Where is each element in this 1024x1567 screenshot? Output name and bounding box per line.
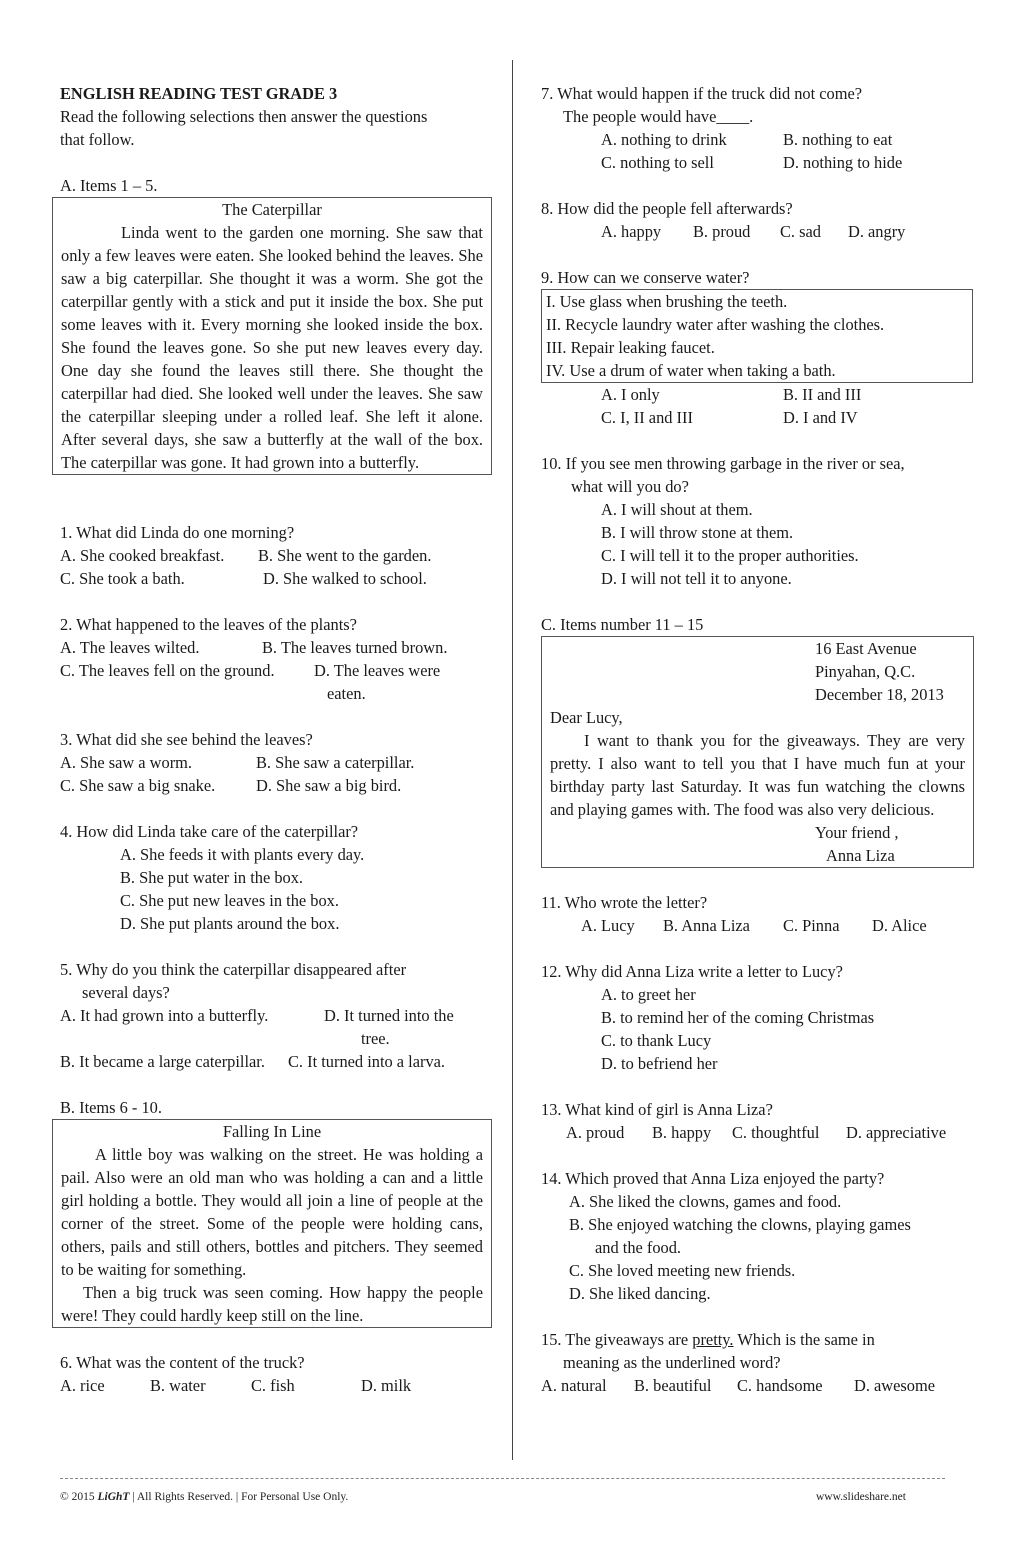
letter-closing: Your friend , <box>815 823 899 842</box>
option-d: D. angry <box>848 222 906 241</box>
option-d: D. She liked dancing. <box>569 1284 711 1303</box>
section-a-label: A. Items 1 – 5. <box>60 176 158 195</box>
question-11 <box>541 891 973 937</box>
option-c: C. sad <box>780 222 821 241</box>
letter-greeting: Dear Lucy, <box>550 708 623 727</box>
question-10 <box>541 452 973 590</box>
question-5 <box>60 958 492 1073</box>
question-8 <box>541 197 973 243</box>
letter-address-2: Pinyahan, Q.C. <box>815 662 916 681</box>
column-divider <box>512 60 513 1460</box>
option-b: B. happy <box>652 1123 712 1142</box>
story-title: The Caterpillar <box>222 200 322 219</box>
option-d: D. I will not tell it to anyone. <box>601 569 792 588</box>
question-3 <box>60 728 492 797</box>
option-a: A. Lucy <box>581 916 635 935</box>
list-item: II. Recycle laundry water after washing the clothes. <box>546 315 885 334</box>
option-a: A. She cooked breakfast. <box>60 546 225 565</box>
question-text: 5. Why do you think the caterpillar disappeared after <box>60 960 407 979</box>
footer-site-link[interactable]: www.slideshare.net <box>816 1491 906 1503</box>
option-c: C. She put new leaves in the box. <box>120 891 339 910</box>
question-6 <box>60 1351 492 1397</box>
footer-divider <box>60 1478 945 1479</box>
question-text: 3. What did she see behind the leaves? <box>60 730 313 749</box>
option-a: A. She feeds it with plants every day. <box>120 845 365 864</box>
question-4 <box>60 820 492 935</box>
letter-body: I want to thank you for the giveaways. They are very pretty. I also want to tell you that I have much fun at your birthday party last Saturday. It was fun watching the clowns and playing games with. The food was also very delicious. <box>550 731 965 819</box>
option-a: A. happy <box>601 222 662 241</box>
option-c: C. to thank Lucy <box>601 1031 712 1050</box>
question-text: 13. What kind of girl is Anna Liza? <box>541 1100 773 1119</box>
story-box-falling-in-line <box>52 1119 492 1328</box>
question-1 <box>60 521 492 590</box>
question-text-pre: 15. The giveaways are <box>541 1330 693 1349</box>
question-text: 10. If you see men throwing garbage in the river or sea, <box>541 454 905 473</box>
option-a: A. nothing to drink <box>601 130 727 149</box>
option-c: C. I will tell it to the proper authorities. <box>601 546 859 565</box>
list-item: I. Use glass when brushing the teeth. <box>546 292 788 311</box>
option-a: A. to greet her <box>601 985 696 1004</box>
option-d-continued: eaten. <box>327 684 366 703</box>
question-text: 2. What happened to the leaves of the plants? <box>60 615 357 634</box>
question-text: 12. Why did Anna Liza write a letter to Lucy? <box>541 962 843 981</box>
copyright-symbol: © 2015 <box>60 1491 98 1503</box>
list-item: III. Repair leaking faucet. <box>546 338 715 357</box>
option-a: A. She saw a worm. <box>60 753 193 772</box>
option-d: D. awesome <box>854 1376 936 1395</box>
option-a: A. She liked the clowns, games and food. <box>569 1192 842 1211</box>
option-a: A. It had grown into a butterfly. <box>60 1006 269 1025</box>
left-column <box>60 82 492 1397</box>
list-item: IV. Use a drum of water when taking a bath. <box>546 361 836 380</box>
option-c: C. The leaves fell on the ground. <box>60 661 275 680</box>
copyright-text: | All Rights Reserved. | For Personal Use Only. <box>129 1491 349 1503</box>
question-text: 1. What did Linda do one morning? <box>60 523 295 542</box>
option-c: C. She loved meeting new friends. <box>569 1261 796 1280</box>
option-d-continued: tree. <box>361 1029 390 1048</box>
question-text-continued: what will you do? <box>571 477 689 496</box>
option-d: D. It turned into the <box>324 1006 454 1025</box>
option-b: B. II and III <box>783 385 862 404</box>
question-text-continued: several days? <box>82 983 170 1002</box>
option-d: D. nothing to hide <box>783 153 903 172</box>
letter-box <box>541 636 974 868</box>
option-d: D. appreciative <box>846 1123 947 1142</box>
question-text: 14. Which proved that Anna Liza enjoyed the party? <box>541 1169 885 1188</box>
letter-date: December 18, 2013 <box>815 685 944 704</box>
option-a: A. natural <box>541 1376 607 1395</box>
option-d: D. Alice <box>872 916 927 935</box>
story-box-caterpillar <box>52 197 492 475</box>
question-9 <box>541 266 973 429</box>
right-column <box>541 82 973 1397</box>
option-d: D. milk <box>361 1376 412 1395</box>
option-b: B. proud <box>693 222 751 241</box>
story-text: Linda went to the garden one morning. She saw that only a few leaves were eaten. She looked behind the leaves. She saw a big caterpillar. She thought it was a worm. She got the caterpillar gently with a stick and put it inside the box. She put some leaves with it. Every morning she looked inside the box. She found the leaves gone. So she put new leaves every day. One day she found the leaves still there. She thought the caterpillar had died. She looked well under the leaves. She saw the caterpillar sleeping under a rolled leaf. She left it alone. After several days, she saw a butterfly at the wall of the box. The caterpillar was gone. It had grown into a butterfly. <box>61 223 483 472</box>
question-12 <box>541 960 973 1075</box>
option-a: A. rice <box>60 1376 105 1395</box>
section-b-label: B. Items 6 - 10. <box>60 1098 162 1117</box>
question-13 <box>541 1098 973 1144</box>
option-b: B. water <box>150 1376 206 1395</box>
question-14 <box>541 1167 973 1305</box>
option-c: C. She saw a big snake. <box>60 776 216 795</box>
instruction-line-2: that follow. <box>60 130 135 149</box>
option-d: D. She walked to school. <box>263 569 427 588</box>
underlined-word: pretty. <box>692 1330 734 1349</box>
story-paragraph-2: Then a big truck was seen coming. How happy the people were! They could hardly keep still on the line. <box>61 1283 483 1325</box>
option-b: B. It became a large caterpillar. <box>60 1052 265 1071</box>
option-a: A. The leaves wilted. <box>60 638 200 657</box>
option-b: B. She saw a caterpillar. <box>256 753 415 772</box>
page-title: ENGLISH READING TEST GRADE 3 <box>60 84 338 103</box>
question-text <box>541 1328 973 1351</box>
question-2 <box>60 613 492 705</box>
question-7 <box>541 82 973 174</box>
option-b: B. beautiful <box>634 1376 712 1395</box>
option-d: D. to befriend her <box>601 1054 718 1073</box>
option-a: A. I will shout at them. <box>601 500 753 519</box>
brand-name: LiGhT <box>97 1491 130 1503</box>
option-b: B. to remind her of the coming Christmas <box>601 1008 875 1027</box>
option-c: C. fish <box>251 1376 295 1395</box>
question-text: 9. How can we conserve water? <box>541 268 750 287</box>
letter-signature: Anna Liza <box>826 846 895 865</box>
option-a: A. proud <box>566 1123 625 1142</box>
question-text-continued: meaning as the underlined word? <box>563 1353 781 1372</box>
option-b: B. The leaves turned brown. <box>262 638 448 657</box>
option-c: C. thoughtful <box>732 1123 820 1142</box>
option-c: C. I, II and III <box>601 408 693 427</box>
option-b-continued: and the food. <box>595 1238 682 1257</box>
question-text: 4. How did Linda take care of the caterpillar? <box>60 822 359 841</box>
option-c: C. Pinna <box>783 916 840 935</box>
question-text: 11. Who wrote the letter? <box>541 893 708 912</box>
option-d: D. She put plants around the box. <box>120 914 340 933</box>
option-b: B. nothing to eat <box>783 130 893 149</box>
question-text: 6. What was the content of the truck? <box>60 1353 305 1372</box>
footer-copyright <box>60 1489 348 1505</box>
conservation-list-box <box>541 289 973 383</box>
option-d: D. I and IV <box>783 408 858 427</box>
option-d: D. She saw a big bird. <box>256 776 402 795</box>
question-15 <box>541 1328 973 1397</box>
story-title: Falling In Line <box>222 1122 322 1141</box>
section-c-label: C. Items number 11 – 15 <box>541 615 704 634</box>
option-c: C. handsome <box>737 1376 823 1395</box>
option-c: C. nothing to sell <box>601 153 714 172</box>
option-c: C. It turned into a larva. <box>288 1052 446 1071</box>
question-text: 8. How did the people fell afterwards? <box>541 199 793 218</box>
question-text-continued: The people would have____. <box>563 107 754 126</box>
question-text: 7. What would happen if the truck did not come? <box>541 84 863 103</box>
option-b: B. She went to the garden. <box>258 546 432 565</box>
option-b: B. She put water in the box. <box>120 868 304 887</box>
instruction-line-1: Read the following selections then answer the questions <box>60 107 428 126</box>
letter-address-1: 16 East Avenue <box>815 639 917 658</box>
question-text-post: Which is the same in <box>733 1330 875 1349</box>
option-b: B. She enjoyed watching the clowns, playing games <box>569 1215 911 1234</box>
option-d: D. The leaves were <box>314 661 441 680</box>
option-b: B. I will throw stone at them. <box>601 523 794 542</box>
option-a: A. I only <box>601 385 660 404</box>
option-b: B. Anna Liza <box>663 916 750 935</box>
option-c: C. She took a bath. <box>60 569 185 588</box>
story-paragraph-1: A little boy was walking on the street. He was holding a pail. Also were an old man who was holding a can and a little girl holding a bottle. They would all join a line of people at the corner of the street. Some of the people were holding cans, others, pails and still others, bottles and pitchers. They seemed to be waiting for something. <box>61 1145 483 1279</box>
